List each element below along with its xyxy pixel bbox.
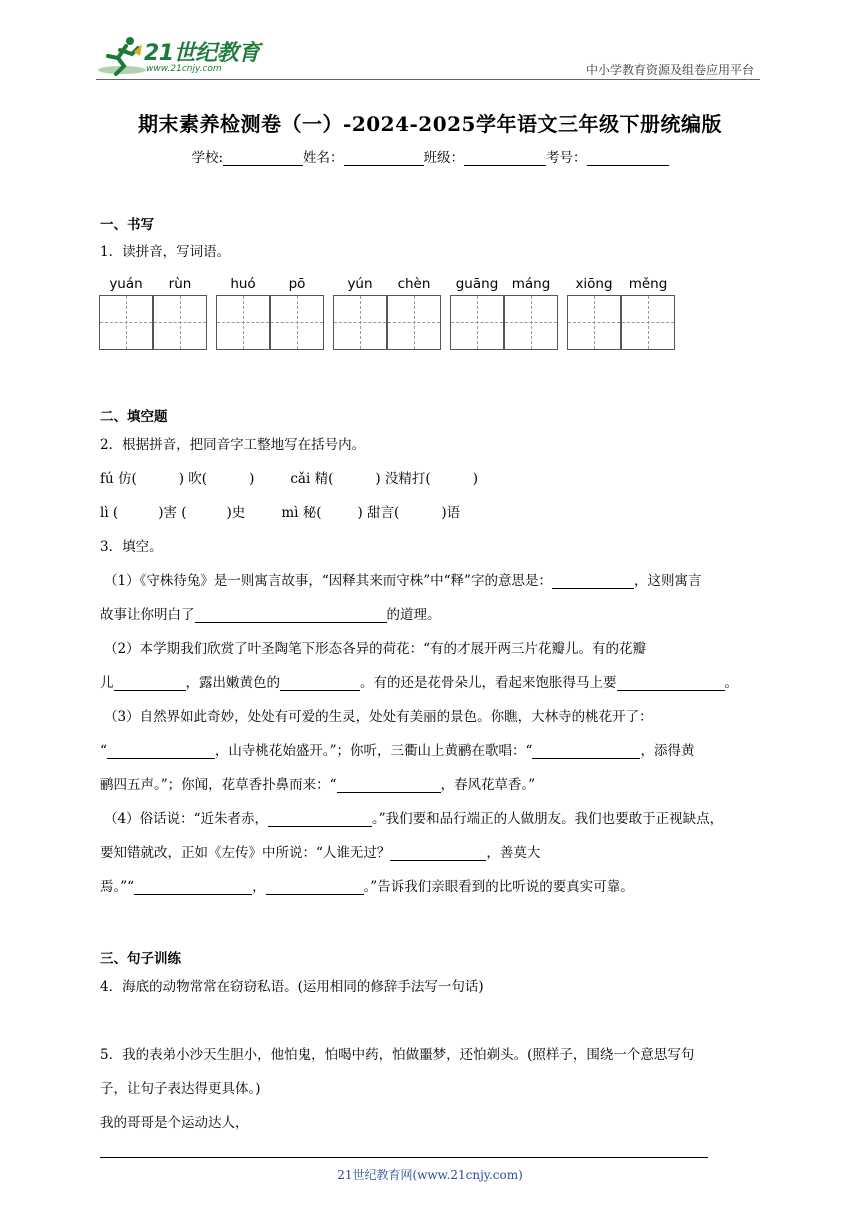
question-5-prompt: 我的哥哥是个运动达人， (100, 1115, 249, 1131)
logo-url: www.21cnjy.com (146, 64, 222, 74)
q2-text: cǎi 精( (290, 471, 334, 487)
q3-4-line-1 (104, 807, 723, 827)
q2-text: )史 (226, 505, 246, 521)
pinyin-label: pō (288, 276, 306, 292)
q3-text: ， (252, 879, 266, 895)
footer-link[interactable]: 21世纪教育网(www.21cnjy.com) (337, 1168, 523, 1182)
q3-3-line-1: （3）自然界如此奇妙，处处有可爱的生灵，处处有美丽的景色。你瞧，大林寺的桃花开了： (104, 709, 653, 725)
q3-3-line-2 (100, 739, 694, 759)
q2-row-2 (100, 501, 460, 521)
class-field[interactable] (464, 151, 546, 166)
q2-text: lì ( (100, 505, 119, 521)
pinyin-label: yún (347, 276, 373, 292)
q2-text: )害 ( (158, 505, 187, 521)
answer-blank[interactable] (114, 676, 186, 691)
q2-text: ) (472, 471, 478, 487)
q3-text: 故事让你明白了 (100, 607, 195, 623)
q3-text: 儿 (100, 675, 114, 691)
q3-text: ，山寺桃花始盛开。”；你听，三衢山上黄鹂在歌唱：“ (214, 743, 533, 759)
q3-text: 。 (724, 675, 738, 691)
q3-text: 。”我们要和品行端正的人做朋友。我们也要敢于正视缺点， (372, 811, 724, 827)
q3-2-line-1: （2）本学期我们欣赏了叶圣陶笔下形态各异的荷花：“有的才展开两三片花瓣儿。有的花瓣 (104, 641, 646, 657)
pinyin-label: chèn (397, 276, 431, 292)
section-heading: 二、填空题 (100, 409, 168, 425)
q3-text: ，善莫大 (486, 845, 541, 861)
answer-blank[interactable] (552, 574, 634, 589)
q3-text: 。”告诉我们亲眼看到的比听说的要真实可靠。 (363, 879, 634, 895)
pinyin-label: huó (230, 276, 256, 292)
q2-text: ) 甜言( (357, 505, 400, 521)
q3-text: 要知错就改，正如《左传》中所说：“人谁无过？ (100, 845, 391, 861)
q3-text: ，这则寓言 (633, 573, 702, 589)
q2-text: fú 仿( (100, 471, 137, 487)
question-5-line-1: 5．我的表弟小沙天生胆小，他怕鬼，怕喝中药，怕做噩梦，还怕剃头。(照样子，围绕一个意思写句 (100, 1047, 695, 1063)
q3-3-line-3 (100, 773, 535, 793)
q3-text: “ (100, 743, 107, 759)
writing-box[interactable] (504, 295, 558, 350)
answer-blank[interactable] (195, 608, 387, 623)
name-field[interactable] (344, 151, 424, 166)
answer-blank[interactable] (337, 778, 441, 793)
pinyin-label: rùn (168, 276, 192, 292)
answer-blank[interactable] (266, 880, 364, 895)
pinyin-label: yuán (109, 276, 143, 292)
q3-text: （1）《守株待兔》是一则寓言故事，“因释其来而守株”中“释”字的意思是： (104, 573, 552, 589)
writing-box[interactable] (270, 295, 324, 350)
q3-text: 焉。”“ (100, 879, 135, 895)
exam-no-field[interactable] (587, 151, 669, 166)
platform-label: 中小学教育资源及组卷应用平台 (585, 63, 754, 77)
q3-text: ，春风花草香。” (440, 777, 536, 793)
q2-text: ) (249, 471, 255, 487)
writing-box[interactable] (450, 295, 504, 350)
q2-text: )语 (441, 505, 461, 521)
answer-blank[interactable] (617, 676, 725, 691)
pinyin-label: guāng (455, 276, 499, 292)
pinyin-label: měng (628, 276, 668, 292)
writing-box[interactable] (621, 295, 675, 350)
q3-text: （4）俗话说：“近朱者赤， (104, 811, 268, 827)
footer-divider (100, 1157, 708, 1158)
name-label: 姓名： (303, 150, 344, 166)
question-1: 1．读拼音，写词语。 (100, 244, 231, 260)
q3-text: 鹂四五声。”；你闻，花草香扑鼻而来：“ (100, 777, 337, 793)
answer-blank[interactable] (390, 846, 486, 861)
q2-text: mì 秘( (281, 505, 322, 521)
q2-row-1 (100, 467, 478, 487)
writing-box[interactable] (99, 295, 153, 350)
question-3: 3．填空。 (100, 539, 163, 555)
q3-text: 。有的还是花骨朵儿，看起来饱胀得马上要 (360, 675, 617, 691)
answer-blank[interactable] (268, 812, 372, 827)
exam-no-label: 考号： (546, 150, 587, 166)
q3-4-line-2 (100, 841, 540, 861)
answer-blank[interactable] (280, 676, 360, 691)
school-field[interactable] (223, 151, 303, 166)
class-label: 班级： (423, 150, 465, 166)
q3-1-line-2 (100, 603, 441, 623)
question-5-line-2: 子，让句子表达得更具体。) (100, 1081, 261, 1097)
q3-text: ，露出嫩黄色的 (185, 675, 280, 691)
logo-text: 21世纪教育 (144, 41, 260, 66)
answer-blank[interactable] (134, 880, 252, 895)
answer-blank[interactable] (532, 744, 640, 759)
q3-4-line-3 (100, 875, 634, 895)
header-divider (96, 79, 760, 80)
writing-box[interactable] (216, 295, 270, 350)
writing-box[interactable] (333, 295, 387, 350)
answer-blank[interactable] (107, 744, 215, 759)
q3-2-line-2 (100, 671, 738, 691)
q3-text: 的道理。 (386, 607, 441, 623)
writing-box[interactable] (387, 295, 441, 350)
section-heading: 一、书写 (100, 217, 154, 233)
question-2: 2．根据拼音，把同音字工整地写在括号内。 (100, 437, 366, 453)
q3-text: ，添得黄 (640, 743, 695, 759)
writing-box[interactable] (567, 295, 621, 350)
student-info (0, 146, 860, 166)
q3-1-line-1 (104, 569, 701, 589)
q2-text: ) 吹( (178, 471, 208, 487)
question-4: 4．海底的动物常常在窃窃私语。(运用相同的修辞手法写一句话) (100, 979, 484, 995)
q2-text: ) 没精打( (375, 471, 431, 487)
section-heading: 三、句子训练 (100, 951, 181, 967)
pinyin-label: máng (511, 276, 551, 292)
school-label: 学校: (191, 150, 224, 166)
writing-box[interactable] (153, 295, 207, 350)
exam-title: 期末素养检测卷（一）-2024-2025学年语文三年级下册统编版 (138, 112, 722, 136)
pinyin-label: xiōng (575, 276, 613, 292)
